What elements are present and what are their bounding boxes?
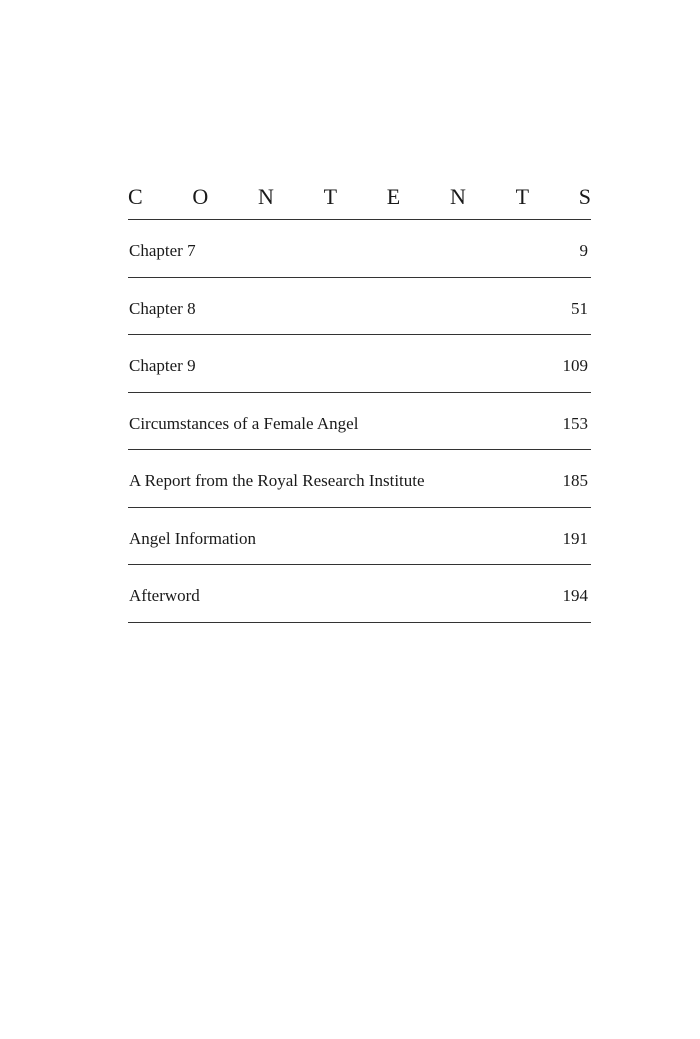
- entry-page-number: 9: [579, 241, 588, 261]
- heading-letter: N: [258, 184, 274, 209]
- heading-letter: S: [578, 184, 591, 209]
- heading-letter: O: [192, 184, 209, 209]
- entry-title: Afterword: [129, 586, 200, 606]
- toc-entry: [128, 278, 591, 336]
- entry-page-number: 109: [562, 356, 588, 376]
- entry-title: Chapter 8: [129, 298, 196, 318]
- entry-page-number: 51: [571, 298, 588, 318]
- toc-entry: [128, 565, 591, 623]
- contents-heading: [128, 178, 591, 220]
- entry-page-number: 194: [562, 586, 588, 606]
- entry-page-number: 185: [562, 471, 588, 491]
- entry-page-number: 153: [562, 413, 588, 433]
- entry-page-number: 191: [562, 528, 588, 548]
- toc-entry: [128, 508, 591, 566]
- entry-title: A Report from the Royal Research Institute: [129, 471, 425, 491]
- heading-letter: T: [515, 184, 530, 209]
- entry-title: Chapter 7: [129, 241, 196, 261]
- toc-entry: [128, 220, 591, 278]
- heading-letter: N: [449, 184, 466, 209]
- heading-letter: E: [386, 184, 401, 209]
- heading-letter: T: [323, 184, 338, 209]
- entry-title: Chapter 9: [129, 356, 196, 376]
- entry-title: Circumstances of a Female Angel: [129, 413, 359, 433]
- entry-title: Angel Information: [129, 528, 256, 548]
- toc-entry: [128, 335, 591, 393]
- heading-letter: C: [128, 184, 143, 209]
- toc-entry: [128, 450, 591, 508]
- toc-entry: [128, 393, 591, 451]
- table-of-contents: [128, 178, 591, 623]
